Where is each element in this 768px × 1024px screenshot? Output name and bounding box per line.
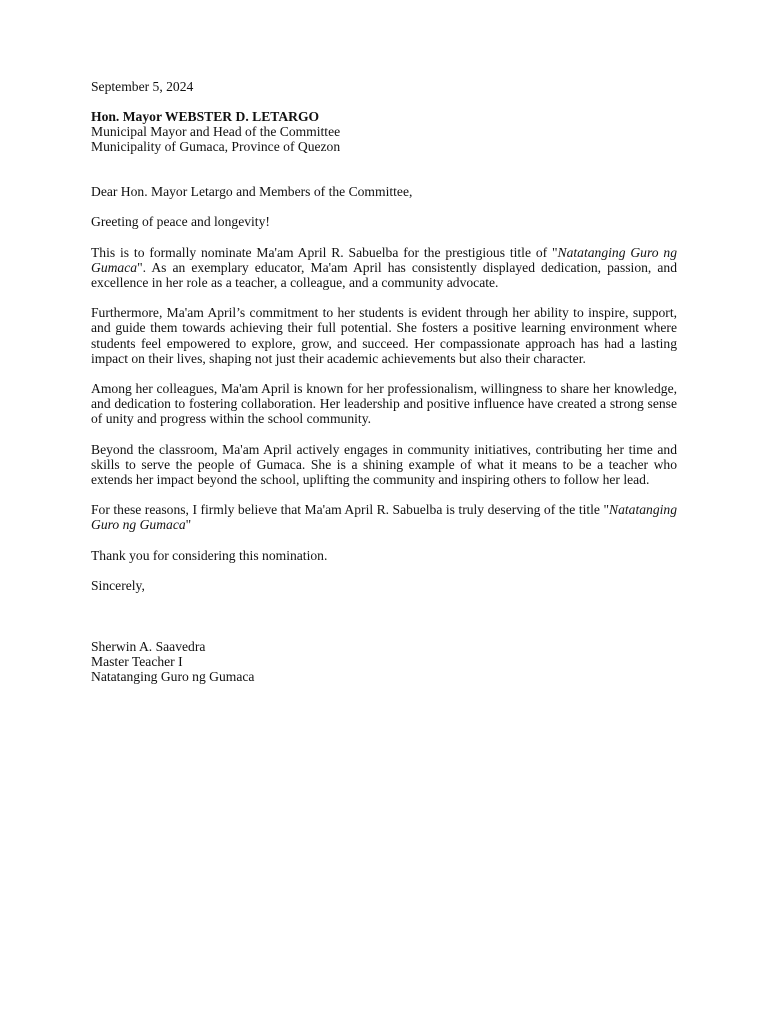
- signature-block: [91, 639, 677, 685]
- recipient-block: [91, 109, 677, 155]
- recipient-location: Municipality of Gumaca, Province of Quezon: [91, 139, 341, 154]
- award-title-italic: Natatanging Guro ng Gumaca: [91, 502, 677, 533]
- salutation: Dear Hon. Mayor Letargo and Members of the Committee,: [91, 184, 413, 200]
- colleagues-paragraph: Among her colleagues, Ma'am April is known for her professionalism, willingness to share her knowledge, and dedication to fostering collaboration. Her leadership and positive influence have created a strong sense of unity and progress within the school community.: [91, 381, 677, 427]
- recipient-title: Municipal Mayor and Head of the Committee: [91, 123, 341, 139]
- nomination-paragraph: This is to formally nominate Ma'am April R. Sabuelba for the prestigious title of "Natatanging Guro ng Gumaca". As an exemplary educator, Ma'am April has consistently displayed dedication, passion, and excellence in her role as a teacher, a colleague, and a community advocate.: [91, 244, 677, 291]
- signatory-position: Master Teacher I: [91, 653, 183, 669]
- letter-document: [91, 79, 677, 684]
- signatory-award: Natatanging Guro ng Gumaca: [91, 669, 255, 685]
- greeting: Greeting of peace and longevity!: [91, 214, 270, 230]
- recipient-name: Hon. Mayor WEBSTER D. LETARGO: [91, 108, 320, 124]
- community-paragraph: Beyond the classroom, Ma'am April actively engages in community initiatives, contributing her time and skills to serve the people of Gumaca. She is a shining example of what it means to be a teacher who extends her impact beyond the school, uplifting the community and inspiring others to follow her lead.: [91, 441, 677, 488]
- conclusion-paragraph: For these reasons, I firmly believe that Ma'am April R. Sabuelba is truly deserving of the title "Natatanging Guro ng Gumaca": [91, 502, 677, 533]
- students-paragraph: Furthermore, Ma'am April’s commitment to her students is evident through her ability to inspire, support, and guide them towards achieving their full potential. She fosters a positive learning environment where students feel empowered to explore, grow, and succeed. Her compassionate approach has had a lasting impact on their lives, shaping not just their academic achievements but also their character.: [91, 305, 677, 366]
- closing: Sincerely,: [91, 577, 145, 593]
- signatory-name: Sherwin A. Saavedra: [91, 638, 206, 654]
- thanks-line: Thank you for considering this nomination.: [91, 547, 328, 563]
- letter-date: September 5, 2024: [91, 79, 194, 94]
- award-title-italic: Natatanging Guro ng Gumaca: [91, 244, 677, 275]
